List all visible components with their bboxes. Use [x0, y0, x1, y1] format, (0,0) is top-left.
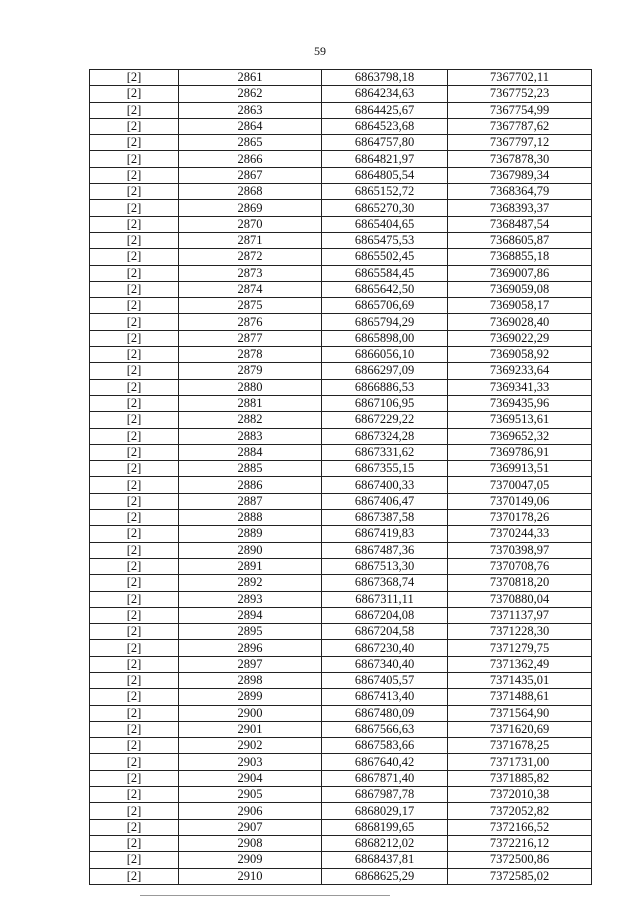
table-row — [90, 852, 592, 868]
table-row — [90, 265, 592, 281]
point-number-cell: 2896 — [179, 640, 322, 656]
y-coordinate-cell: 7369058,17 — [448, 298, 592, 314]
point-number-cell: 2879 — [179, 363, 322, 379]
table-row — [90, 510, 592, 526]
x-coordinate-cell: 6868212,02 — [322, 835, 448, 851]
x-coordinate-cell: 6865475,53 — [322, 232, 448, 248]
y-coordinate-cell: 7370149,06 — [448, 493, 592, 509]
ref-cell: [2] — [90, 477, 179, 493]
y-coordinate-cell: 7371564,90 — [448, 705, 592, 721]
table-row — [90, 428, 592, 444]
x-coordinate-cell: 6867340,40 — [322, 656, 448, 672]
ref-cell: [2] — [90, 281, 179, 297]
point-number-cell: 2892 — [179, 575, 322, 591]
table-row — [90, 102, 592, 118]
ref-cell: [2] — [90, 249, 179, 265]
x-coordinate-cell: 6867987,78 — [322, 787, 448, 803]
table-row — [90, 526, 592, 542]
point-number-cell: 2904 — [179, 770, 322, 786]
point-number-cell: 2870 — [179, 216, 322, 232]
table-row — [90, 558, 592, 574]
x-coordinate-cell: 6865152,72 — [322, 184, 448, 200]
ref-cell: [2] — [90, 135, 179, 151]
table-row — [90, 575, 592, 591]
table-row — [90, 232, 592, 248]
point-number-cell: 2890 — [179, 542, 322, 558]
ref-cell: [2] — [90, 298, 179, 314]
y-coordinate-cell: 7370880,04 — [448, 591, 592, 607]
y-coordinate-cell: 7371228,30 — [448, 624, 592, 640]
point-number-cell: 2874 — [179, 281, 322, 297]
point-number-cell: 2875 — [179, 298, 322, 314]
y-coordinate-cell: 7370047,05 — [448, 477, 592, 493]
table-row — [90, 70, 592, 86]
x-coordinate-cell: 6867387,58 — [322, 510, 448, 526]
table-row — [90, 135, 592, 151]
table-row — [90, 347, 592, 363]
ref-cell: [2] — [90, 102, 179, 118]
table-row — [90, 216, 592, 232]
ref-cell: [2] — [90, 86, 179, 102]
ref-cell: [2] — [90, 314, 179, 330]
point-number-cell: 2907 — [179, 819, 322, 835]
y-coordinate-cell: 7367989,34 — [448, 167, 592, 183]
y-coordinate-cell: 7371435,01 — [448, 672, 592, 688]
point-number-cell: 2888 — [179, 510, 322, 526]
point-number-cell: 2886 — [179, 477, 322, 493]
x-coordinate-cell: 6868437,81 — [322, 852, 448, 868]
ref-cell: [2] — [90, 852, 179, 868]
ref-cell: [2] — [90, 330, 179, 346]
y-coordinate-cell: 7372585,02 — [448, 868, 592, 884]
x-coordinate-cell: 6866886,53 — [322, 379, 448, 395]
y-coordinate-cell: 7368855,18 — [448, 249, 592, 265]
y-coordinate-cell: 7372166,52 — [448, 819, 592, 835]
point-number-cell: 2882 — [179, 412, 322, 428]
ref-cell: [2] — [90, 607, 179, 623]
y-coordinate-cell: 7371488,61 — [448, 689, 592, 705]
x-coordinate-cell: 6867229,22 — [322, 412, 448, 428]
x-coordinate-cell: 6867871,40 — [322, 770, 448, 786]
x-coordinate-cell: 6867331,62 — [322, 444, 448, 460]
x-coordinate-cell: 6867513,30 — [322, 558, 448, 574]
table-row — [90, 412, 592, 428]
y-coordinate-cell: 7369435,96 — [448, 395, 592, 411]
x-coordinate-cell: 6864523,68 — [322, 118, 448, 134]
x-coordinate-cell: 6867106,95 — [322, 395, 448, 411]
ref-cell: [2] — [90, 395, 179, 411]
table-row — [90, 444, 592, 460]
table-row — [90, 249, 592, 265]
table-row — [90, 607, 592, 623]
table-row — [90, 835, 592, 851]
ref-cell: [2] — [90, 461, 179, 477]
x-coordinate-cell: 6864425,67 — [322, 102, 448, 118]
point-number-cell: 2909 — [179, 852, 322, 868]
x-coordinate-cell: 6867480,09 — [322, 705, 448, 721]
point-number-cell: 2878 — [179, 347, 322, 363]
x-coordinate-cell: 6864757,80 — [322, 135, 448, 151]
y-coordinate-cell: 7372216,12 — [448, 835, 592, 851]
y-coordinate-cell: 7369913,51 — [448, 461, 592, 477]
point-number-cell: 2880 — [179, 379, 322, 395]
table-row — [90, 86, 592, 102]
ref-cell: [2] — [90, 721, 179, 737]
point-number-cell: 2910 — [179, 868, 322, 884]
point-number-cell: 2900 — [179, 705, 322, 721]
ref-cell: [2] — [90, 70, 179, 86]
x-coordinate-cell: 6867368,74 — [322, 575, 448, 591]
ref-cell: [2] — [90, 265, 179, 281]
point-number-cell: 2877 — [179, 330, 322, 346]
point-number-cell: 2876 — [179, 314, 322, 330]
y-coordinate-cell: 7369022,29 — [448, 330, 592, 346]
x-coordinate-cell: 6864821,97 — [322, 151, 448, 167]
ref-cell: [2] — [90, 232, 179, 248]
table-row — [90, 754, 592, 770]
point-number-cell: 2908 — [179, 835, 322, 851]
point-number-cell: 2889 — [179, 526, 322, 542]
ref-cell: [2] — [90, 770, 179, 786]
x-coordinate-cell: 6868199,65 — [322, 819, 448, 835]
table-row — [90, 118, 592, 134]
ref-cell: [2] — [90, 787, 179, 803]
point-number-cell: 2865 — [179, 135, 322, 151]
y-coordinate-cell: 7369513,61 — [448, 412, 592, 428]
bottom-rule — [140, 895, 390, 896]
ref-cell: [2] — [90, 379, 179, 395]
point-number-cell: 2897 — [179, 656, 322, 672]
y-coordinate-cell: 7370708,76 — [448, 558, 592, 574]
ref-cell: [2] — [90, 151, 179, 167]
x-coordinate-cell: 6865642,50 — [322, 281, 448, 297]
y-coordinate-cell: 7368605,87 — [448, 232, 592, 248]
point-number-cell: 2881 — [179, 395, 322, 411]
y-coordinate-cell: 7371678,25 — [448, 738, 592, 754]
x-coordinate-cell: 6865898,00 — [322, 330, 448, 346]
x-coordinate-cell: 6867400,33 — [322, 477, 448, 493]
ref-cell: [2] — [90, 184, 179, 200]
y-coordinate-cell: 7371137,97 — [448, 607, 592, 623]
x-coordinate-cell: 6865404,65 — [322, 216, 448, 232]
table-row — [90, 672, 592, 688]
table-row — [90, 314, 592, 330]
table-row — [90, 379, 592, 395]
y-coordinate-cell: 7368487,54 — [448, 216, 592, 232]
point-number-cell: 2893 — [179, 591, 322, 607]
point-number-cell: 2864 — [179, 118, 322, 134]
point-number-cell: 2861 — [179, 70, 322, 86]
y-coordinate-cell: 7371885,82 — [448, 770, 592, 786]
table-row — [90, 624, 592, 640]
y-coordinate-cell: 7371731,00 — [448, 754, 592, 770]
ref-cell: [2] — [90, 526, 179, 542]
table-row — [90, 721, 592, 737]
x-coordinate-cell: 6867406,47 — [322, 493, 448, 509]
table-row — [90, 461, 592, 477]
point-number-cell: 2898 — [179, 672, 322, 688]
y-coordinate-cell: 7369007,86 — [448, 265, 592, 281]
ref-cell: [2] — [90, 542, 179, 558]
y-coordinate-cell: 7367787,62 — [448, 118, 592, 134]
point-number-cell: 2899 — [179, 689, 322, 705]
y-coordinate-cell: 7370398,97 — [448, 542, 592, 558]
ref-cell: [2] — [90, 510, 179, 526]
ref-cell: [2] — [90, 200, 179, 216]
x-coordinate-cell: 6866056,10 — [322, 347, 448, 363]
point-number-cell: 2902 — [179, 738, 322, 754]
y-coordinate-cell: 7372010,38 — [448, 787, 592, 803]
point-number-cell: 2891 — [179, 558, 322, 574]
y-coordinate-cell: 7367702,11 — [448, 70, 592, 86]
y-coordinate-cell: 7370244,33 — [448, 526, 592, 542]
x-coordinate-cell: 6866297,09 — [322, 363, 448, 379]
x-coordinate-cell: 6864234,63 — [322, 86, 448, 102]
x-coordinate-cell: 6868625,29 — [322, 868, 448, 884]
point-number-cell: 2863 — [179, 102, 322, 118]
table-row — [90, 787, 592, 803]
x-coordinate-cell: 6867311,11 — [322, 591, 448, 607]
table-row — [90, 770, 592, 786]
y-coordinate-cell: 7367797,12 — [448, 135, 592, 151]
ref-cell: [2] — [90, 624, 179, 640]
ref-cell: [2] — [90, 705, 179, 721]
ref-cell: [2] — [90, 803, 179, 819]
ref-cell: [2] — [90, 558, 179, 574]
ref-cell: [2] — [90, 118, 179, 134]
x-coordinate-cell: 6865794,29 — [322, 314, 448, 330]
ref-cell: [2] — [90, 575, 179, 591]
ref-cell: [2] — [90, 738, 179, 754]
table-row — [90, 151, 592, 167]
point-number-cell: 2871 — [179, 232, 322, 248]
table-row — [90, 803, 592, 819]
table-row — [90, 330, 592, 346]
ref-cell: [2] — [90, 689, 179, 705]
y-coordinate-cell: 7367878,30 — [448, 151, 592, 167]
point-number-cell: 2901 — [179, 721, 322, 737]
ref-cell: [2] — [90, 819, 179, 835]
ref-cell: [2] — [90, 428, 179, 444]
x-coordinate-cell: 6867419,83 — [322, 526, 448, 542]
y-coordinate-cell: 7371279,75 — [448, 640, 592, 656]
ref-cell: [2] — [90, 167, 179, 183]
x-coordinate-cell: 6867413,40 — [322, 689, 448, 705]
x-coordinate-cell: 6868029,17 — [322, 803, 448, 819]
y-coordinate-cell: 7371620,69 — [448, 721, 592, 737]
x-coordinate-cell: 6863798,18 — [322, 70, 448, 86]
x-coordinate-cell: 6867487,36 — [322, 542, 448, 558]
table-row — [90, 200, 592, 216]
x-coordinate-cell: 6867566,63 — [322, 721, 448, 737]
x-coordinate-cell: 6867204,58 — [322, 624, 448, 640]
y-coordinate-cell: 7371362,49 — [448, 656, 592, 672]
point-number-cell: 2895 — [179, 624, 322, 640]
point-number-cell: 2868 — [179, 184, 322, 200]
point-number-cell: 2905 — [179, 787, 322, 803]
table-row — [90, 868, 592, 884]
table-row — [90, 689, 592, 705]
x-coordinate-cell: 6865270,30 — [322, 200, 448, 216]
ref-cell: [2] — [90, 868, 179, 884]
table-row — [90, 705, 592, 721]
table-row — [90, 591, 592, 607]
ref-cell: [2] — [90, 656, 179, 672]
ref-cell: [2] — [90, 216, 179, 232]
y-coordinate-cell: 7372500,86 — [448, 852, 592, 868]
y-coordinate-cell: 7372052,82 — [448, 803, 592, 819]
x-coordinate-cell: 6865706,69 — [322, 298, 448, 314]
point-number-cell: 2866 — [179, 151, 322, 167]
table-row — [90, 738, 592, 754]
y-coordinate-cell: 7367752,23 — [448, 86, 592, 102]
point-number-cell: 2894 — [179, 607, 322, 623]
x-coordinate-cell: 6867204,08 — [322, 607, 448, 623]
coordinates-table-body — [90, 70, 592, 885]
y-coordinate-cell: 7368364,79 — [448, 184, 592, 200]
ref-cell: [2] — [90, 754, 179, 770]
ref-cell: [2] — [90, 347, 179, 363]
y-coordinate-cell: 7369058,92 — [448, 347, 592, 363]
table-row — [90, 281, 592, 297]
table-row — [90, 298, 592, 314]
x-coordinate-cell: 6867405,57 — [322, 672, 448, 688]
ref-cell: [2] — [90, 412, 179, 428]
point-number-cell: 2887 — [179, 493, 322, 509]
y-coordinate-cell: 7369341,33 — [448, 379, 592, 395]
ref-cell: [2] — [90, 591, 179, 607]
table-row — [90, 184, 592, 200]
point-number-cell: 2884 — [179, 444, 322, 460]
x-coordinate-cell: 6867324,28 — [322, 428, 448, 444]
ref-cell: [2] — [90, 444, 179, 460]
y-coordinate-cell: 7369652,32 — [448, 428, 592, 444]
y-coordinate-cell: 7370178,26 — [448, 510, 592, 526]
point-number-cell: 2906 — [179, 803, 322, 819]
y-coordinate-cell: 7369028,40 — [448, 314, 592, 330]
ref-cell: [2] — [90, 493, 179, 509]
x-coordinate-cell: 6865502,45 — [322, 249, 448, 265]
table-row — [90, 640, 592, 656]
point-number-cell: 2862 — [179, 86, 322, 102]
x-coordinate-cell: 6867230,40 — [322, 640, 448, 656]
ref-cell: [2] — [90, 640, 179, 656]
table-row — [90, 542, 592, 558]
x-coordinate-cell: 6867640,42 — [322, 754, 448, 770]
y-coordinate-cell: 7368393,37 — [448, 200, 592, 216]
point-number-cell: 2869 — [179, 200, 322, 216]
table-row — [90, 477, 592, 493]
table-row — [90, 819, 592, 835]
x-coordinate-cell: 6867583,66 — [322, 738, 448, 754]
y-coordinate-cell: 7370818,20 — [448, 575, 592, 591]
table-row — [90, 167, 592, 183]
table-row — [90, 395, 592, 411]
table-row — [90, 363, 592, 379]
y-coordinate-cell: 7369786,91 — [448, 444, 592, 460]
y-coordinate-cell: 7369233,64 — [448, 363, 592, 379]
table-row — [90, 656, 592, 672]
point-number-cell: 2872 — [179, 249, 322, 265]
ref-cell: [2] — [90, 363, 179, 379]
y-coordinate-cell: 7369059,08 — [448, 281, 592, 297]
x-coordinate-cell: 6867355,15 — [322, 461, 448, 477]
point-number-cell: 2903 — [179, 754, 322, 770]
ref-cell: [2] — [90, 835, 179, 851]
point-number-cell: 2885 — [179, 461, 322, 477]
x-coordinate-cell: 6864805,54 — [322, 167, 448, 183]
ref-cell: [2] — [90, 672, 179, 688]
point-number-cell: 2867 — [179, 167, 322, 183]
coordinates-table — [89, 69, 592, 885]
point-number-cell: 2873 — [179, 265, 322, 281]
page-number: 59 — [314, 44, 326, 58]
y-coordinate-cell: 7367754,99 — [448, 102, 592, 118]
table-row — [90, 493, 592, 509]
point-number-cell: 2883 — [179, 428, 322, 444]
x-coordinate-cell: 6865584,45 — [322, 265, 448, 281]
